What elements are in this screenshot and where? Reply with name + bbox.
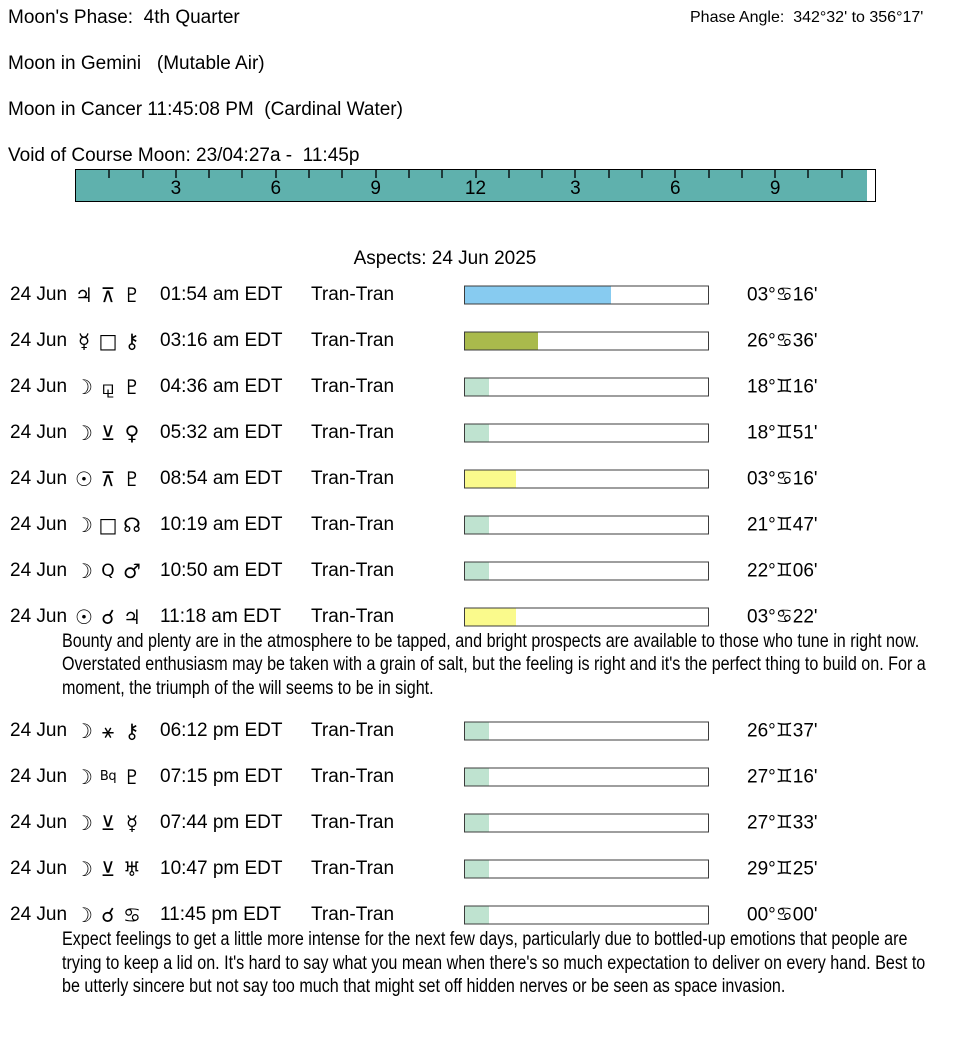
aspect-date: 24 Jun [10,330,68,351]
sun-icon: ☉ [75,467,93,491]
hour-label: 6 [669,178,681,199]
hour-label: 9 [370,178,381,199]
hour-tick [774,170,776,178]
pluto-icon: ♇ [123,375,141,399]
aspect-glyphs [72,765,144,789]
aspect-degree: 03°♋22' [747,606,818,628]
moon-icon: ☽ [75,903,93,928]
aspect-glyphs [72,857,144,881]
aspect-date: 24 Jun [10,766,68,788]
aspect-glyphs [72,283,144,307]
aspect-orb-bar [464,608,709,627]
aspect-type: Tran-Tran [311,376,395,397]
hour-tick [108,170,110,178]
aspect-row [0,754,964,800]
pluto-icon: ♇ [123,467,141,491]
uranus-icon: ♅ [123,857,141,882]
aspect-degree: 03°♋16' [747,284,818,306]
phase-angle-text: Phase Angle: 342°32' to 356°17' [690,9,924,26]
square-icon: □ [98,513,118,537]
aspect-glyphs [72,559,144,583]
hour-tick [308,170,310,178]
aspect-orb-bar [464,562,709,581]
aspect-time: 07:44 pm EDT [160,812,283,834]
aspect-degree: 26°♊37' [747,720,818,742]
chiron-icon: ⚷ [124,719,140,744]
aspect-note-text: Bounty and plenty are in the atmosphere to be tapped, and bright prospects are available to those who tune in right now. Overstated enthusiasm may be taken with a grain of salt, but the feeling is right and it's the perfect thing to build on. For a moment, the triumph of the will seems to be in sight. [62,631,926,699]
aspect-glyphs [72,719,144,743]
semisextile-icon: ⊻ [100,421,116,445]
sextile-icon: ⚹ [102,719,114,744]
semisextile-icon: ⊻ [100,811,116,836]
aspect-type: Tran-Tran [311,468,395,489]
aspect-time: 10:50 am EDT [160,560,283,581]
aspect-row [0,800,964,846]
hour-tick [608,170,610,178]
jupiter-icon: ♃ [75,283,93,307]
mercury-icon: ☿ [77,329,91,353]
moon-icon: ☽ [75,513,93,537]
hour-tick [741,170,743,178]
cancer-icon: ♋ [123,903,141,928]
aspect-date: 24 Jun [10,720,68,742]
chiron-icon: ⚷ [124,329,140,353]
jupiter-icon: ♃ [123,605,141,629]
aspect-glyphs [72,329,144,353]
aspect-time: 04:36 am EDT [160,376,283,397]
mercury-icon: ☿ [125,811,139,836]
hour-tick [674,170,676,178]
aspect-orb-bar-fill [465,563,489,580]
aspect-date: 24 Jun [10,560,68,581]
aspect-date: 24 Jun [10,284,68,305]
aspect-type: Tran-Tran [311,560,395,581]
sesquiquadrate-icon: ⚼ [101,375,115,399]
aspect-date: 24 Jun [10,858,68,880]
aspect-degree: 27°♊33' [747,812,818,834]
hour-tick [508,170,510,178]
moon-sign-cancer-text: Moon in Cancer 11:45:08 PM (Cardinal Water) [8,99,403,120]
hour-tick [275,170,277,178]
hour-label: 6 [270,178,282,199]
aspect-type: Tran-Tran [311,606,395,627]
aspect-orb-bar-fill [465,425,489,442]
aspect-glyphs [72,467,144,491]
aspect-degree: 03°♋16' [747,468,818,490]
aspect-note [0,928,964,998]
aspect-type: Tran-Tran [311,858,395,880]
aspect-row [0,846,964,892]
aspect-orb-bar [464,516,709,535]
void-of-course-text: Void of Course Moon: 23/04:27a - 11:45p [8,145,360,166]
aspect-note [0,630,964,700]
hour-tick [541,170,543,178]
aspect-orb-bar [464,332,709,351]
hour-label: 12 [464,178,487,199]
aspect-row [0,318,964,364]
aspect-type: Tran-Tran [311,284,395,305]
aspect-row [0,364,964,410]
voc-timeline [75,169,876,202]
hour-label: 3 [570,178,581,199]
hour-tick [408,170,410,178]
aspect-type: Tran-Tran [311,766,395,788]
aspect-orb-bar [464,378,709,397]
aspect-glyphs [72,375,144,399]
hour-tick [375,170,377,178]
quincunx-icon: ⊼ [100,283,116,307]
aspect-date: 24 Jun [10,514,68,535]
aspects-title: Aspects: 24 Jun 2025 [353,248,537,269]
aspect-orb-bar-fill [465,815,489,832]
square-icon: □ [98,329,118,353]
aspect-type: Tran-Tran [311,422,395,443]
aspect-orb-bar-fill [465,379,489,396]
aspect-orb-bar [464,424,709,443]
biquintile-icon: Bq [99,769,117,785]
aspect-date: 24 Jun [10,376,68,397]
moon-icon: ☽ [75,559,93,583]
hour-tick [441,170,443,178]
aspect-orb-bar [464,860,709,879]
aspect-date: 24 Jun [10,468,68,489]
moon-icon: ☽ [75,421,93,445]
aspect-degree: 00°♋00' [747,904,818,926]
aspect-time: 06:12 pm EDT [160,720,283,742]
aspect-degree: 18°♊16' [747,376,818,398]
aspect-time: 07:15 pm EDT [160,766,283,788]
aspect-glyphs [72,903,144,927]
aspect-glyphs [72,811,144,835]
sun-icon: ☉ [75,605,93,629]
aspect-orb-bar [464,814,709,833]
aspect-type: Tran-Tran [311,812,395,834]
venus-icon: ♀ [124,421,140,445]
conjunction-icon: ☌ [101,605,115,629]
hour-tick [475,170,477,178]
moon-icon: ☽ [75,857,93,882]
hour-label: 9 [769,178,781,199]
hour-label: 3 [170,178,182,199]
moon-sign-gemini-text: Moon in Gemini (Mutable Air) [8,53,265,74]
aspect-orb-bar-fill [465,723,489,740]
aspect-time: 01:54 am EDT [160,284,283,305]
aspect-orb-bar-fill [465,609,516,626]
aspect-type: Tran-Tran [311,904,395,926]
hour-tick [241,170,243,178]
aspect-type: Tran-Tran [311,514,395,535]
pluto-icon: ♇ [123,765,141,790]
north-node-icon: ☊ [123,513,141,537]
hour-tick [208,170,210,178]
aspect-orb-bar-fill [465,907,489,924]
aspect-degree: 29°♊25' [747,858,818,880]
aspect-orb-bar-fill [465,471,516,488]
moon-icon: ☽ [75,375,93,399]
quincunx-icon: ⊼ [100,467,116,491]
aspect-type: Tran-Tran [311,720,395,742]
aspect-row [0,502,964,548]
aspect-row [0,272,964,318]
aspect-orb-bar [464,470,709,489]
mars-icon: ♂ [123,559,141,583]
aspect-note-text: Expect feelings to get a little more intense for the next few days, particularly due to bottled-up emotions that people are trying to keep a lid on. It's hard to say what you mean when there's so much expectation to deliver on every hand. Best to be utterly sincere but not say too much that might set off hidden nerves or be seen as space invasion. [62,929,926,998]
moon-icon: ☽ [75,811,93,836]
hour-tick [708,170,710,178]
aspect-time: 08:54 am EDT [160,468,283,489]
aspect-glyphs [72,605,144,629]
aspect-date: 24 Jun [10,606,68,627]
aspect-row [0,708,964,754]
aspect-orb-bar-fill [465,517,489,534]
moon-icon: ☽ [75,719,93,744]
aspects-list [0,272,964,1006]
hour-tick [807,170,809,178]
aspect-orb-bar-fill [465,333,538,350]
aspect-date: 24 Jun [10,422,68,443]
aspect-row [0,548,964,594]
aspect-time: 11:18 am EDT [160,606,282,627]
aspect-time: 05:32 am EDT [160,422,283,443]
aspect-orb-bar [464,768,709,787]
semisextile-icon: ⊻ [100,857,116,882]
aspect-type: Tran-Tran [311,330,395,351]
aspect-time: 10:47 pm EDT [160,858,283,880]
hour-tick [574,170,576,178]
aspect-orb-bar-fill [465,769,489,786]
aspect-glyphs [72,513,144,537]
aspect-row [0,410,964,456]
aspect-orb-bar [464,906,709,925]
moons-phase-text: Moon's Phase: 4th Quarter [8,7,240,28]
aspect-date: 24 Jun [10,904,68,926]
aspect-row [0,456,964,502]
hour-tick [641,170,643,178]
aspect-orb-bar [464,722,709,741]
conjunction-icon: ☌ [101,903,115,928]
pluto-icon: ♇ [123,283,141,307]
moon-icon: ☽ [75,765,93,790]
hour-tick [841,170,843,178]
hour-tick [142,170,144,178]
quintile-icon: Q [101,561,115,581]
aspect-time: 10:19 am EDT [160,514,283,535]
aspect-glyphs [72,421,144,445]
aspect-orb-bar-fill [465,287,611,304]
aspect-date: 24 Jun [10,812,68,834]
aspect-degree: 21°♊47' [747,514,818,536]
aspect-degree: 27°♊16' [747,766,818,788]
aspect-time: 11:45 pm EDT [160,904,282,926]
aspect-orb-bar [464,286,709,305]
aspect-time: 03:16 am EDT [160,330,283,351]
hour-tick [341,170,343,178]
aspect-degree: 26°♋36' [747,330,818,352]
aspect-orb-bar-fill [465,861,489,878]
aspect-degree: 18°♊51' [747,422,818,444]
aspect-degree: 22°♊06' [747,560,818,582]
hour-tick [175,170,177,178]
